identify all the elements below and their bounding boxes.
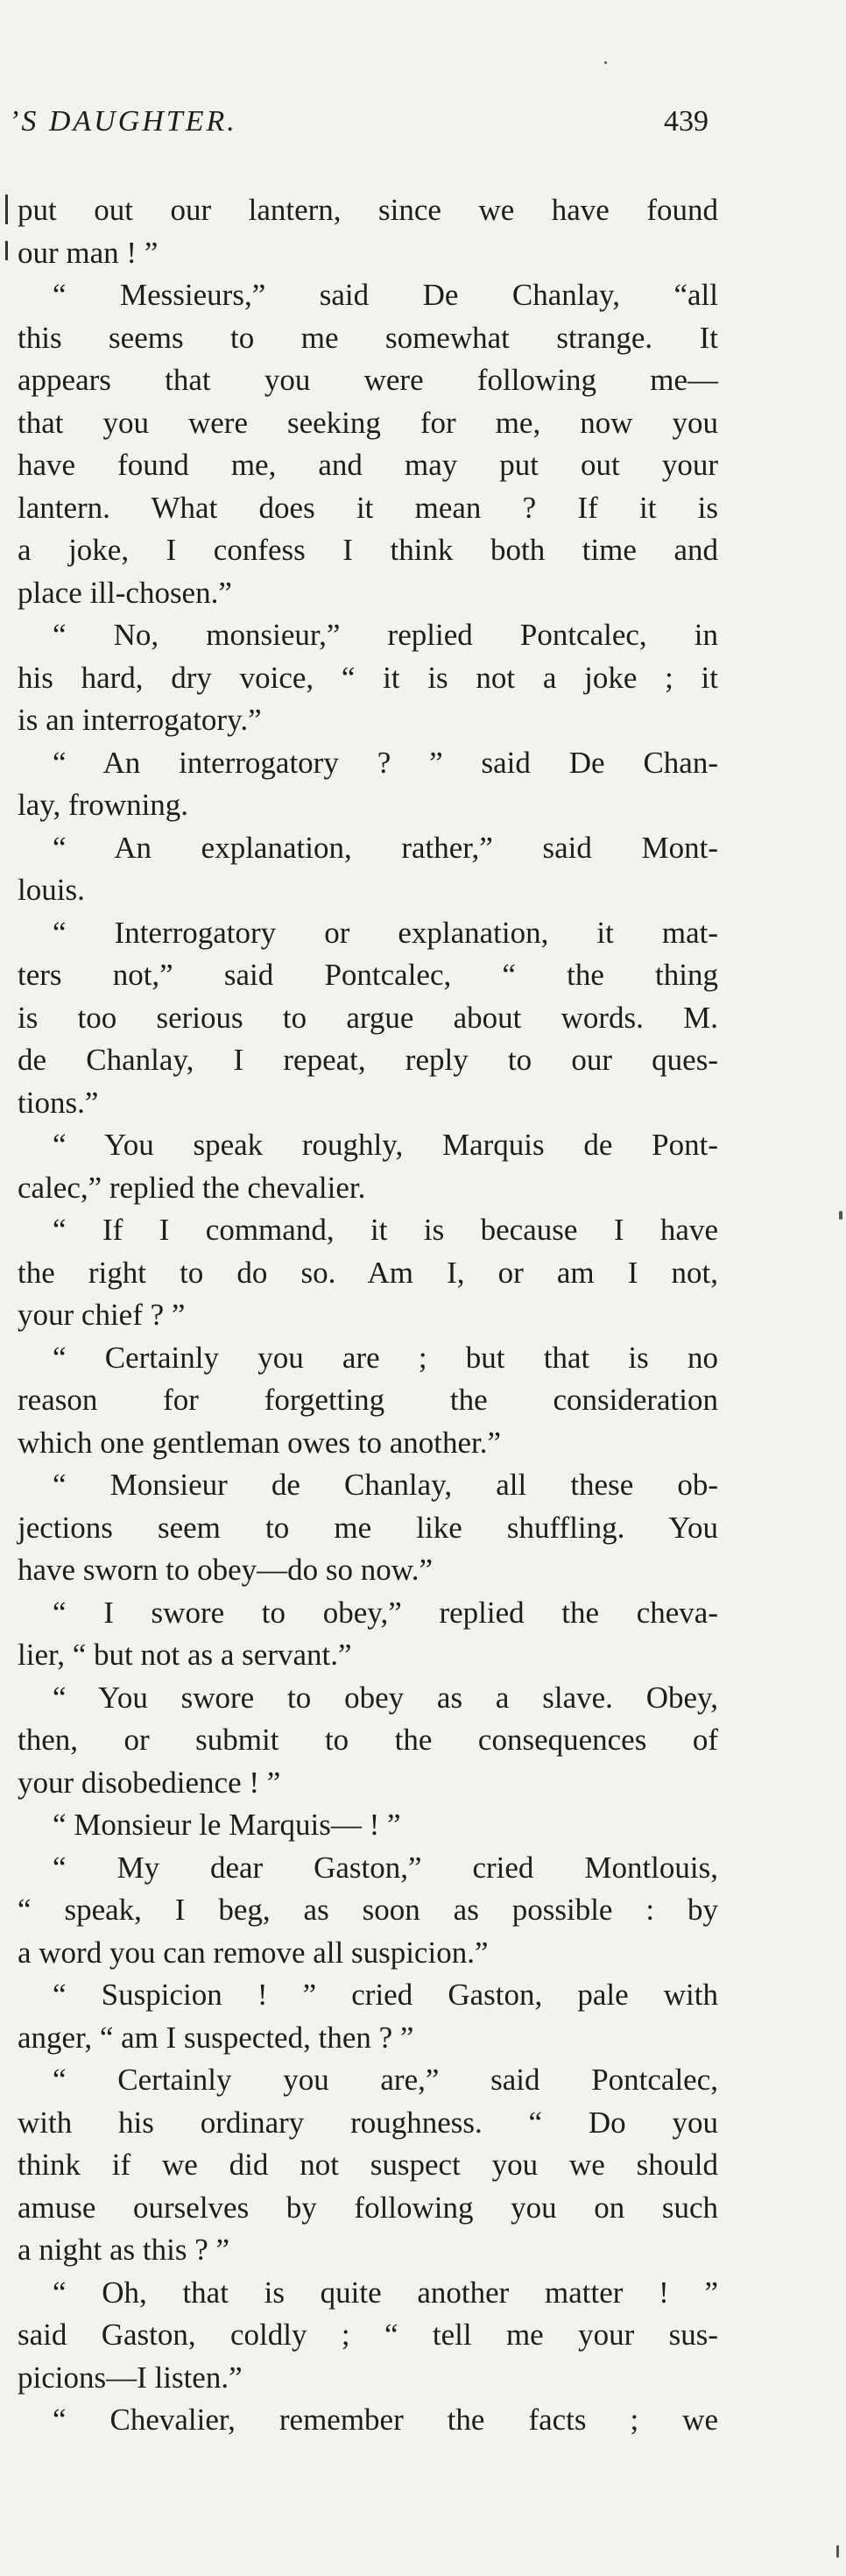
- text-line: our man ! ”: [18, 235, 159, 270]
- text-line: have found me, and may put out your: [18, 448, 718, 482]
- text-line: lantern. What does it mean ? If it is: [18, 490, 718, 525]
- text-line: “ You speak roughly, Marquis de Pont-: [53, 1128, 718, 1162]
- text-line: “ Monsieur le Marquis— ! ”: [53, 1808, 401, 1842]
- text-line: the right to do so. Am I, or am I not,: [18, 1255, 718, 1290]
- text-line: “ Monsieur de Chanlay, all these ob-: [53, 1468, 718, 1502]
- text-line: “ Oh, that is quite another matter ! ”: [53, 2275, 718, 2310]
- text-line: amuse ourselves by following you on such: [18, 2190, 718, 2225]
- text-line: “ Messieurs,” said De Chanlay, “all: [53, 278, 718, 312]
- text-line: your disobedience ! ”: [18, 1765, 281, 1800]
- text-line: think if we did not suspect you we should: [18, 2148, 718, 2182]
- text-line: “ You swore to obey as a slave. Obey,: [53, 1680, 718, 1715]
- speck: [839, 1211, 842, 1220]
- text-line: calec,” replied the chevalier.: [18, 1170, 366, 1205]
- text-line: have sworn to obey—do so now.”: [18, 1553, 434, 1587]
- text-line: a night as this ? ”: [18, 2233, 230, 2267]
- text-line: his hard, dry voice, “ it is not a joke ; it: [18, 660, 718, 695]
- text-line: is an interrogatory.”: [18, 703, 262, 737]
- speck: [836, 2545, 839, 2558]
- margin-mark: [5, 241, 8, 260]
- text-line: “ I swore to obey,” replied the cheva-: [53, 1595, 718, 1630]
- text-line: your chief ? ”: [18, 1298, 186, 1332]
- text-line: a word you can remove all suspicion.”: [18, 1935, 489, 1970]
- text-line: a joke, I confess I think both time and: [18, 533, 718, 567]
- text-line: said Gaston, coldly ; “ tell me your sus-: [18, 2318, 718, 2352]
- text-line: “ Chevalier, remember the facts ; we: [53, 2403, 718, 2437]
- text-line: jections seem to me like shuffling. You: [18, 1510, 718, 1545]
- text-line: “ Interrogatory or explanation, it mat-: [53, 915, 718, 950]
- text-line: tions.”: [18, 1085, 99, 1120]
- text-line: anger, “ am I suspected, then ? ”: [18, 2020, 414, 2055]
- text-line: “ If I command, it is because I have: [53, 1213, 718, 1247]
- margin-mark: [5, 195, 8, 224]
- text-block: [18, 189, 718, 2442]
- text-line: appears that you were following me—: [18, 363, 718, 397]
- text-line: put out our lantern, since we have found: [18, 193, 718, 227]
- text-line: “ An interrogatory ? ” said De Chan-: [53, 745, 718, 780]
- text-line: place ill-chosen.”: [18, 575, 232, 610]
- text-line: “ speak, I beg, as soon as possible : by: [18, 1893, 718, 1927]
- text-line: this seems to me somewhat strange. It: [18, 320, 718, 355]
- running-head: [0, 105, 846, 158]
- running-title: ’S DAUGHTER.: [9, 105, 237, 138]
- text-line: ters not,” said Pontcalec, “ the thing: [18, 958, 718, 992]
- text-line: “ An explanation, rather,” said Mont-: [53, 830, 718, 865]
- text-line: “ Certainly you are ; but that is no: [53, 1340, 718, 1375]
- text-line: de Chanlay, I repeat, reply to our ques-: [18, 1043, 718, 1077]
- text-line: picions—I listen.”: [18, 2360, 243, 2395]
- text-line: reason for forgetting the consideration: [18, 1383, 718, 1417]
- text-line: which one gentleman owes to another.”: [18, 1425, 502, 1460]
- text-line: “ Suspicion ! ” cried Gaston, pale with: [53, 1978, 718, 2012]
- text-line: is too serious to argue about words. M.: [18, 1000, 718, 1035]
- text-line: then, or submit to the consequences of: [18, 1723, 718, 1757]
- page-number: 439: [664, 105, 709, 138]
- text-line: “ Certainly you are,” said Pontcalec,: [53, 2063, 718, 2097]
- text-line: with his ordinary roughness. “ Do you: [18, 2105, 718, 2140]
- text-line: that you were seeking for me, now you: [18, 405, 718, 440]
- speck: [604, 61, 607, 64]
- text-line: louis.: [18, 873, 85, 907]
- text-line: “ My dear Gaston,” cried Montlouis,: [53, 1850, 718, 1885]
- text-line: lier, “ but not as a servant.”: [18, 1638, 352, 1672]
- text-line: “ No, monsieur,” replied Pontcalec, in: [53, 618, 718, 652]
- text-line: lay, frowning.: [18, 788, 189, 822]
